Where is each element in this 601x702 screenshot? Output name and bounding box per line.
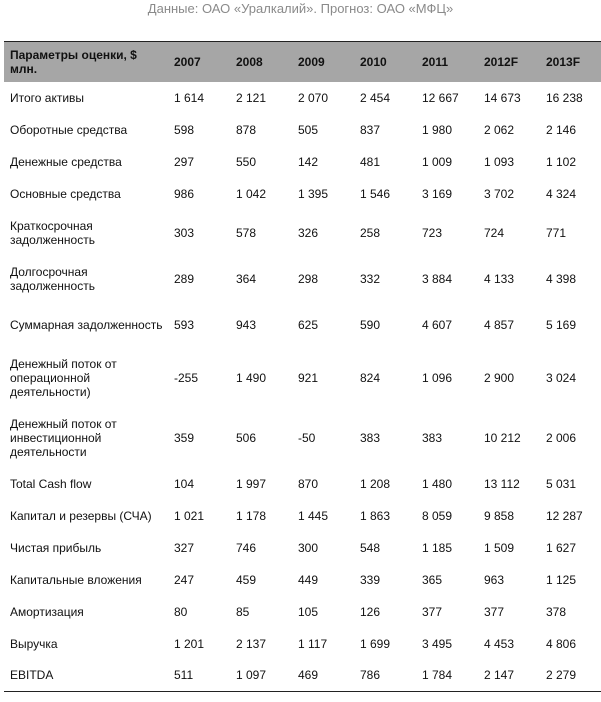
row-value: 80 — [174, 604, 188, 619]
row-value: 505 — [298, 122, 319, 137]
table-row — [4, 178, 601, 210]
row-value: 2 454 — [360, 90, 391, 105]
table-row — [4, 146, 601, 178]
row-value: 4 607 — [422, 317, 453, 332]
row-value: 771 — [546, 225, 567, 240]
row-value: 377 — [484, 604, 505, 619]
row-value: 1 784 — [415, 660, 477, 692]
row-value: 4 324 — [546, 186, 577, 201]
row-value: 469 — [291, 660, 353, 692]
valuation-table — [4, 41, 601, 692]
row-value: 12 287 — [546, 508, 583, 523]
row-label: Долгосрочная задолженность — [10, 264, 95, 293]
source-note: Данные: ОАО «Уралкалий». Прогноз: ОАО «МФЦ» — [147, 1, 454, 16]
row-value: 1 125 — [546, 572, 577, 587]
table-row — [4, 500, 601, 532]
row-value: 298 — [298, 271, 319, 286]
row-value: 247 — [174, 572, 195, 587]
row-value: 1 185 — [422, 540, 453, 555]
header-year-2010: 2010 — [353, 42, 415, 82]
row-value: 1 395 — [298, 186, 329, 201]
table-row — [4, 82, 601, 114]
row-value: 4 806 — [546, 636, 577, 651]
row-value: 2 062 — [484, 122, 515, 137]
table-row — [4, 468, 601, 500]
row-value: 3 169 — [422, 186, 453, 201]
row-value: 10 212 — [484, 430, 521, 445]
row-label: Выручка — [10, 636, 58, 651]
row-value: 126 — [360, 604, 381, 619]
row-label: Амортизация — [10, 604, 84, 619]
row-value: 449 — [298, 572, 319, 587]
row-value: 332 — [360, 271, 381, 286]
row-value: 3 495 — [422, 636, 453, 651]
row-value: 837 — [360, 122, 381, 137]
row-value: 986 — [174, 186, 195, 201]
table-body — [4, 82, 601, 692]
table-row — [4, 256, 601, 302]
row-label: Денежный поток от операционной деятельности) — [10, 356, 117, 399]
row-label: Чистая прибыль — [10, 540, 102, 555]
row-value: 1 009 — [422, 154, 453, 169]
row-value: 2 900 — [484, 370, 515, 385]
row-value: 1 445 — [298, 508, 329, 523]
row-value: 5 031 — [546, 476, 577, 491]
row-value: 4 398 — [546, 271, 577, 286]
table-row — [4, 564, 601, 596]
header-year-2007: 2007 — [167, 42, 229, 82]
row-value: 326 — [298, 225, 319, 240]
row-value: 723 — [422, 225, 443, 240]
row-value: 378 — [546, 604, 567, 619]
row-value: 297 — [174, 154, 195, 169]
row-value: 365 — [422, 572, 443, 587]
row-value: 2 070 — [298, 90, 329, 105]
row-value: 383 — [360, 430, 381, 445]
row-value: 3 024 — [546, 370, 577, 385]
row-value: 4 857 — [484, 317, 515, 332]
header-parameter: Параметры оценки, $ млн. — [4, 42, 167, 82]
row-label: Капитал и резервы (СЧА) — [10, 508, 152, 523]
row-label: Краткосрочная задолженность — [10, 218, 95, 247]
row-value: 327 — [174, 540, 195, 555]
row-value: 578 — [236, 225, 257, 240]
table-row — [4, 660, 601, 692]
row-value: 2 006 — [546, 430, 577, 445]
row-value: 2 137 — [236, 636, 267, 651]
row-value: 786 — [353, 660, 415, 692]
table-header — [4, 42, 601, 82]
row-value: 3 884 — [422, 271, 453, 286]
row-value: 593 — [174, 317, 195, 332]
row-value: 2 279 — [539, 660, 601, 692]
row-value: 870 — [298, 476, 319, 491]
table-row — [4, 628, 601, 660]
row-value: 1 117 — [298, 636, 328, 651]
row-value: 3 702 — [484, 186, 515, 201]
row-label: Денежные средства — [10, 154, 122, 169]
row-value: 1 042 — [236, 186, 267, 201]
header-year-2009: 2009 — [291, 42, 353, 82]
row-value: 85 — [236, 604, 250, 619]
row-value: 943 — [236, 317, 257, 332]
row-value: 1 102 — [546, 154, 577, 169]
row-value: 878 — [236, 122, 257, 137]
row-label: Итого активы — [10, 90, 85, 105]
header-year-2013f: 2013F — [539, 42, 601, 82]
row-value: 4 453 — [484, 636, 515, 651]
row-value: 459 — [236, 572, 257, 587]
row-label: Total Cash flow — [10, 476, 92, 491]
row-value: 364 — [236, 271, 257, 286]
table-row — [4, 302, 601, 348]
row-value: 1 096 — [422, 370, 453, 385]
table-row — [4, 532, 601, 564]
row-value: 1 614 — [174, 90, 205, 105]
table-row — [4, 408, 601, 468]
row-value: 9 858 — [484, 508, 515, 523]
table-row — [4, 348, 601, 408]
row-value: 1 509 — [484, 540, 515, 555]
row-value: 13 112 — [484, 476, 520, 491]
row-label: EBITDA — [4, 660, 167, 692]
row-value: 598 — [174, 122, 195, 137]
row-value: 1 997 — [236, 476, 267, 491]
row-value: 300 — [298, 540, 319, 555]
row-label: Оборотные средства — [10, 122, 128, 137]
row-value: 1 699 — [360, 636, 391, 651]
row-value: 550 — [236, 154, 257, 169]
row-value: 824 — [360, 370, 381, 385]
row-label: Суммарная задолженность — [10, 317, 163, 332]
row-value: 963 — [484, 572, 505, 587]
row-value: 548 — [360, 540, 381, 555]
row-label: Капитальные вложения — [10, 572, 142, 587]
row-value: 1 201 — [174, 636, 205, 651]
row-value: -255 — [174, 370, 199, 385]
row-value: 16 238 — [546, 90, 583, 105]
row-value: 8 059 — [422, 508, 453, 523]
row-value: 506 — [236, 430, 257, 445]
row-value: 377 — [422, 604, 443, 619]
table-row — [4, 210, 601, 256]
valuation-table-container — [4, 41, 601, 692]
row-value: 14 673 — [484, 90, 521, 105]
row-value: 2 121 — [236, 90, 267, 105]
row-value: 4 133 — [484, 271, 515, 286]
table-row — [4, 114, 601, 146]
row-value: 105 — [298, 604, 319, 619]
row-value: -50 — [298, 430, 316, 445]
row-value: 1 863 — [360, 508, 391, 523]
row-value: 359 — [174, 430, 195, 445]
row-value: 1 627 — [546, 540, 577, 555]
row-value: 1 178 — [236, 508, 267, 523]
row-value: 2 147 — [477, 660, 539, 692]
row-value: 383 — [422, 430, 443, 445]
row-value: 289 — [174, 271, 195, 286]
header-year-2011: 2011 — [415, 42, 477, 82]
row-value: 625 — [298, 317, 319, 332]
row-value: 1 480 — [422, 476, 453, 491]
row-value: 5 169 — [546, 317, 577, 332]
row-value: 1 980 — [422, 122, 453, 137]
row-value: 1 097 — [229, 660, 291, 692]
row-value: 2 146 — [546, 122, 577, 137]
row-value: 1 021 — [174, 508, 205, 523]
row-value: 1 546 — [360, 186, 391, 201]
header-row — [4, 42, 601, 82]
row-value: 104 — [174, 476, 195, 491]
row-value: 1 490 — [236, 370, 267, 385]
row-label: Денежный поток от инвестиционной деятельности — [10, 416, 117, 459]
row-value: 590 — [360, 317, 381, 332]
row-value: 1 208 — [360, 476, 391, 491]
row-value: 142 — [298, 154, 319, 169]
row-value: 481 — [360, 154, 381, 169]
row-value: 511 — [167, 660, 229, 692]
table-row — [4, 596, 601, 628]
header-year-2012f: 2012F — [477, 42, 539, 82]
row-value: 724 — [484, 225, 505, 240]
row-value: 921 — [298, 370, 319, 385]
header-year-2008: 2008 — [229, 42, 291, 82]
row-value: 1 093 — [484, 154, 515, 169]
row-value: 339 — [360, 572, 381, 587]
row-value: 303 — [174, 225, 195, 240]
row-value: 258 — [360, 225, 381, 240]
row-value: 746 — [236, 540, 257, 555]
row-label: Основные средства — [10, 186, 121, 201]
row-value: 12 667 — [422, 90, 459, 105]
